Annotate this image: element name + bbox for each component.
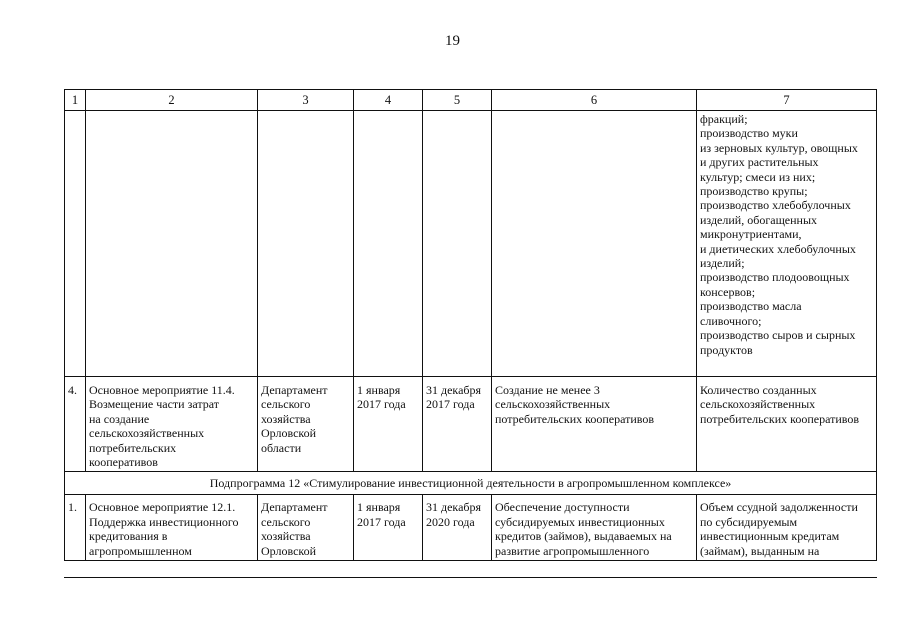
page-number: 19: [445, 33, 460, 49]
cell-text-line: 2017 года: [357, 397, 406, 412]
cell-text-line: изделий;: [700, 256, 745, 271]
table-row-measure-12-1: [65, 495, 877, 561]
column-number: 4: [354, 90, 423, 111]
cell-text-line: 31 декабря: [426, 500, 482, 515]
measure-cell: [86, 377, 258, 472]
column-number: 5: [423, 90, 492, 111]
cell-text-line: субсидируемых инвестиционных: [495, 514, 665, 529]
cell-text-line: 1 января: [357, 500, 401, 515]
table-bottom-border: [64, 577, 877, 578]
row-number: 1.: [65, 495, 86, 561]
result-cell: [492, 495, 697, 561]
cell-text-line: Департамент: [261, 383, 328, 397]
cell-text-line: производство плодоовощных: [700, 270, 850, 285]
cell-text-line: потребительских кооперативов: [495, 411, 655, 426]
cell-text-line: (займам), выданным на: [700, 543, 820, 558]
cell-text-line: сельскохозяйственных: [89, 426, 205, 441]
cell-text-line: развитие агропромышленного: [495, 543, 650, 558]
cell-text-line: Объем ссудной задолженности: [700, 500, 858, 515]
result-cell: [492, 377, 697, 472]
cell-text-line: и других растительных: [700, 155, 819, 170]
indicator-cell: [697, 111, 877, 377]
cell-text-line: Орловской: [261, 426, 317, 441]
end-date-cell: [423, 495, 492, 561]
cell-text-line: продуктов: [700, 342, 753, 357]
column-number: 3: [258, 90, 354, 111]
cell-text-line: изделий, обогащенных: [700, 212, 818, 227]
cell-text-line: сельскохозяйственных: [700, 397, 816, 412]
cell-text-line: производство муки: [700, 126, 798, 141]
cell-text-line: 2017 года: [426, 397, 475, 412]
column-number: 6: [492, 90, 697, 111]
executor-cell: [258, 377, 354, 472]
cell-text-line: потребительских кооперативов: [700, 411, 860, 426]
cell-text-line: на создание: [89, 411, 150, 426]
cell-text-line: производство масла: [700, 299, 802, 314]
column-number: 2: [86, 90, 258, 111]
subprogram-row: [65, 472, 877, 495]
table-cell: [65, 111, 86, 377]
table-cell: [354, 111, 423, 377]
cell-text-line: из зерновых культур, овощных: [700, 140, 858, 155]
cell-text-line: по субсидируемым: [700, 514, 798, 529]
column-number: 7: [697, 90, 877, 111]
cell-text-line: производство сыров и сырных: [700, 328, 856, 343]
start-date-cell: [354, 495, 423, 561]
end-date-cell: [423, 377, 492, 472]
row-number: 4.: [65, 377, 86, 472]
cell-text-line: Возмещение части затрат: [89, 397, 219, 412]
cell-text-line: 31 декабря: [426, 383, 482, 397]
cell-text-line: области: [261, 440, 302, 455]
cell-text-line: Основное мероприятие 12.1.: [89, 500, 236, 515]
cell-text-line: кооперативов: [89, 455, 158, 470]
cell-text-line: инвестиционным кредитам: [700, 529, 840, 544]
cell-text-line: сельскохозяйственных: [495, 397, 611, 412]
table-cell: [258, 111, 354, 377]
indicator-cell: [697, 495, 877, 561]
cell-text-line: Создание не менее 3: [495, 383, 600, 397]
cell-text-line: Департамент: [261, 500, 328, 515]
table-cell: [492, 111, 697, 377]
cell-text-line: сельского: [261, 397, 311, 412]
table-cell: [423, 111, 492, 377]
cell-text-line: 1 января: [357, 383, 401, 397]
cell-text-line: консервов;: [700, 284, 756, 299]
cell-text-line: фракций;: [700, 112, 748, 126]
start-date-cell: [354, 377, 423, 472]
cell-text-line: Поддержка инвестиционного: [89, 514, 239, 529]
cell-text-line: 2017 года: [357, 514, 406, 529]
cell-text-line: потребительских: [89, 440, 177, 455]
cell-text-line: кредитов (займов), выдаваемых на: [495, 529, 672, 544]
indicator-cell: [697, 377, 877, 472]
column-number-row: [65, 90, 877, 111]
executor-cell: [258, 495, 354, 561]
subprogram-title: Подпрограмма 12 «Стимулирование инвестиционной деятельности в агропромышленном комплексе»: [65, 472, 877, 495]
cell-text-line: микронутриентами,: [700, 227, 802, 242]
cell-text-line: агропромышленном: [89, 543, 192, 558]
table-row-continuation: [65, 111, 877, 377]
cell-text-line: Количество созданных: [700, 383, 817, 397]
cell-text-line: хозяйства: [261, 529, 311, 544]
cell-text-line: культур; смеси из них;: [700, 169, 816, 184]
cell-text-line: сельского: [261, 514, 311, 529]
cell-text-line: сливочного;: [700, 313, 762, 328]
measure-cell: [86, 495, 258, 561]
table-cell: [86, 111, 258, 377]
cell-text-line: Обеспечение доступности: [495, 500, 630, 515]
cell-text-line: Орловской: [261, 543, 317, 558]
cell-text-line: и диетических хлебобулочных: [700, 241, 856, 256]
cell-text-line: производство крупы;: [700, 184, 808, 199]
cell-text-line: хозяйства: [261, 411, 311, 426]
page-bottom-margin: [0, 577, 905, 640]
table-row-measure-11-4: [65, 377, 877, 472]
cell-text-line: кредитования в: [89, 529, 168, 544]
program-table: [64, 89, 877, 561]
column-number: 1: [65, 90, 86, 111]
cell-text-line: производство хлебобулочных: [700, 198, 851, 213]
cell-text-line: 2020 года: [426, 514, 475, 529]
cell-text-line: Основное мероприятие 11.4.: [89, 383, 235, 397]
